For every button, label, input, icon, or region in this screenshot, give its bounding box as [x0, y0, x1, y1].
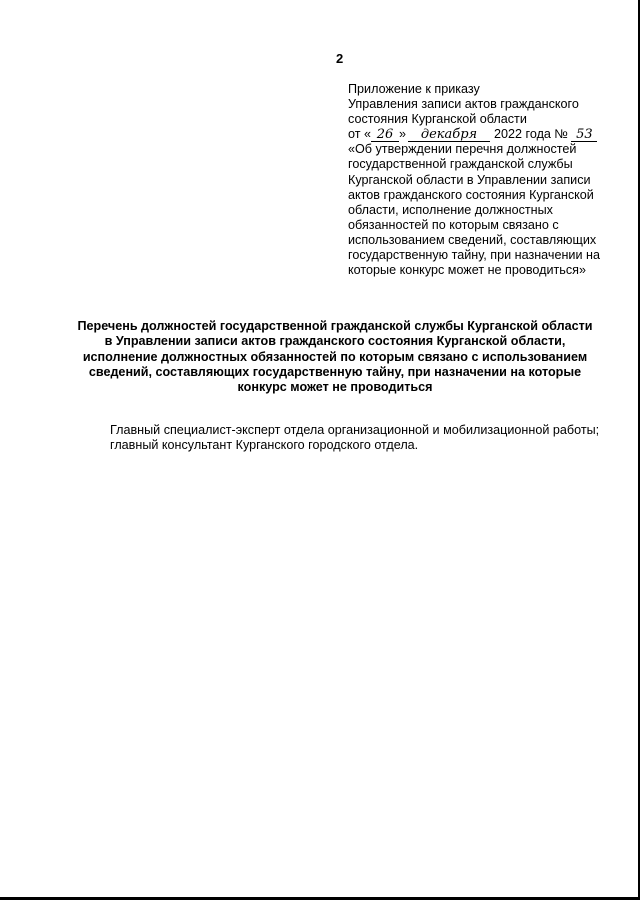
- date-year-text: 2022 года №: [494, 127, 568, 142]
- handwritten-order-number: 53: [571, 128, 597, 142]
- title-line: Перечень должностей государственной гражданской службы Курганской области: [77, 319, 593, 333]
- position-item: Главный специалист-эксперт отдела организационной и мобилизационной работы;: [110, 423, 600, 437]
- title-line: в Управлении записи актов гражданского состояния Курганской области,: [104, 334, 566, 349]
- title-line: конкурс может не проводиться: [237, 380, 433, 395]
- subject-line: государственную тайну, при назначении на: [348, 248, 600, 263]
- subject-line: обязанностей по которым связано с: [348, 217, 559, 232]
- subject-line: государственной гражданской службы: [348, 157, 573, 172]
- date-prefix: от «: [348, 127, 371, 142]
- appendix-header: [348, 82, 610, 278]
- appendix-line: состояния Курганской области: [348, 112, 527, 127]
- position-item: главный консультант Курганского городского отдела.: [110, 438, 419, 453]
- subject-line: использованием сведений, составляющих: [348, 232, 597, 247]
- handwritten-day: 26: [371, 128, 399, 142]
- handwritten-month: декабря: [408, 128, 490, 142]
- subject-line: «Об утверждении перечня должностей: [348, 142, 577, 157]
- title-line: исполнение должностных обязанностей по которым связано с использованием: [82, 349, 588, 364]
- subject-line: которые конкурс может не проводиться»: [348, 263, 586, 278]
- subject-line: Курганской области в Управлении записи: [348, 172, 591, 187]
- appendix-line: Приложение к приказу: [348, 82, 480, 96]
- positions-list: [77, 423, 610, 454]
- date-close: »: [399, 127, 407, 142]
- page-number: 2: [336, 51, 344, 66]
- subject-line: актов гражданского состояния Курганской: [348, 187, 594, 202]
- title-line: сведений, составляющих государственную тайну, при назначении на которые: [88, 364, 582, 379]
- subject-line: области, исполнение должностных: [348, 202, 553, 217]
- appendix-line: Управления записи актов гражданского: [348, 97, 579, 112]
- document-title: [60, 319, 610, 395]
- order-date-line: [348, 127, 610, 142]
